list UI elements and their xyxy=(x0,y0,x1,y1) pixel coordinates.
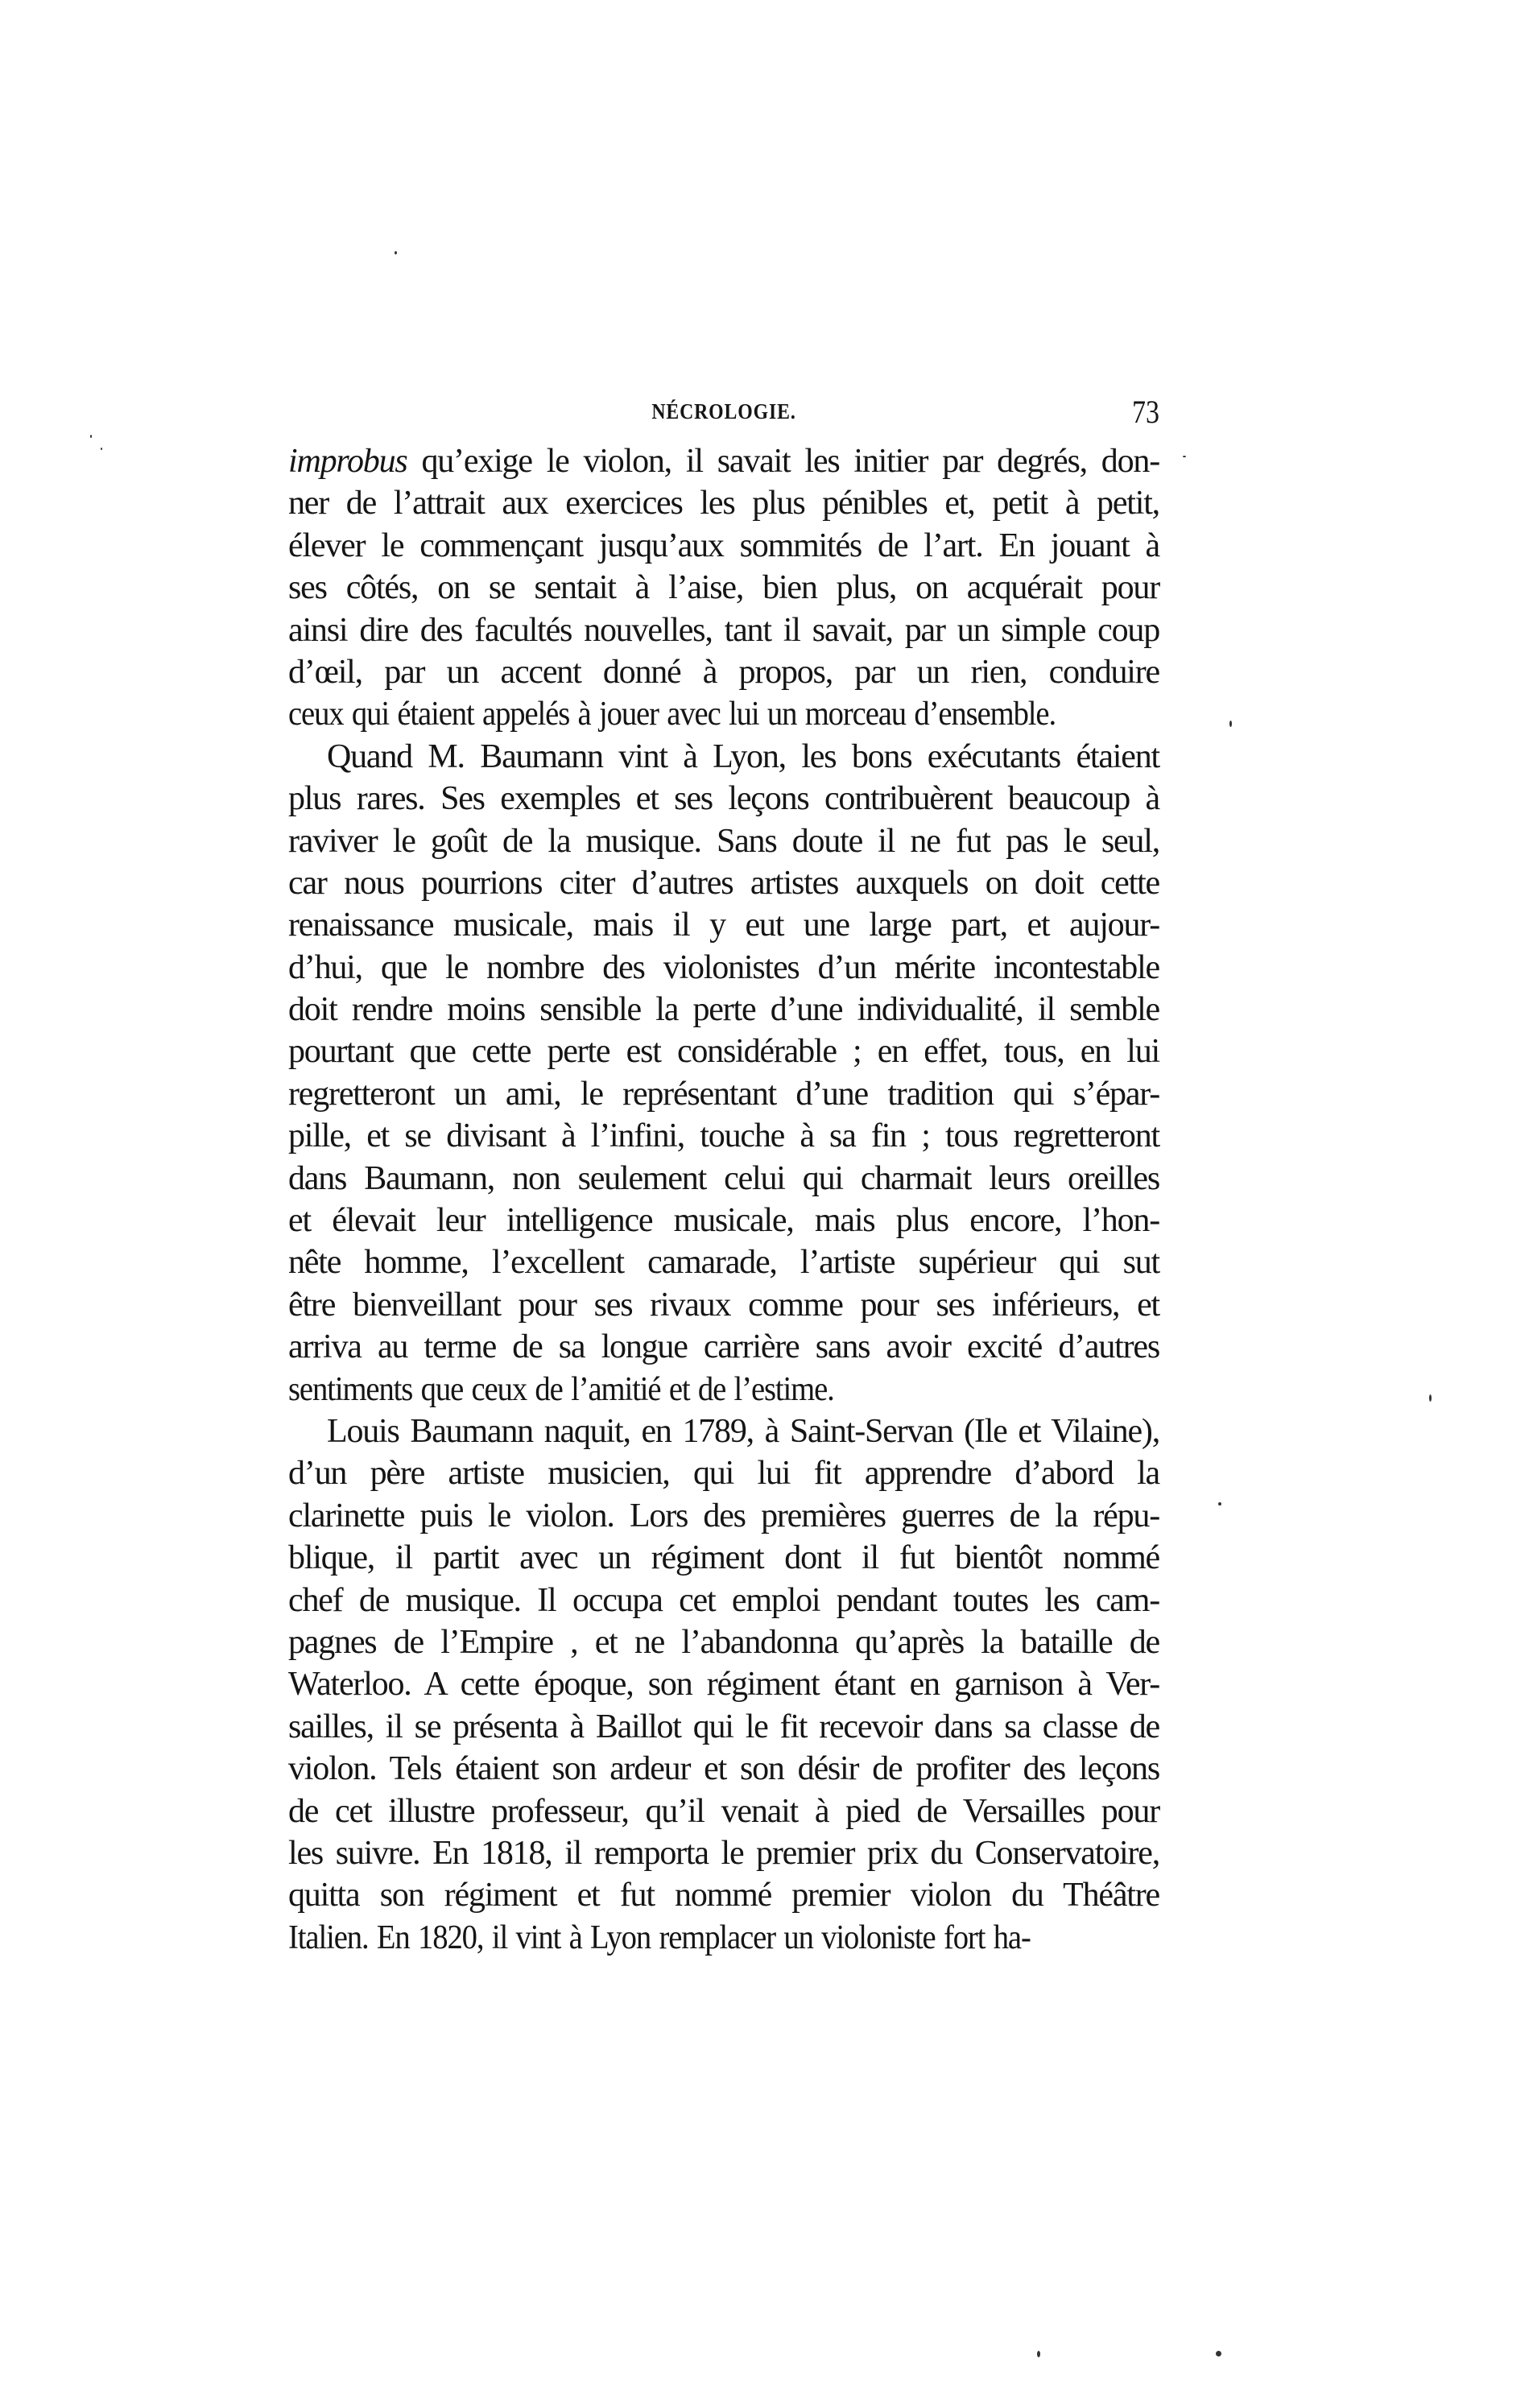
text-line-content xyxy=(288,947,1159,989)
line-text: dans Baumann, non seulement celui qui charmait leurs oreilles xyxy=(288,1159,1159,1197)
scan-speck xyxy=(395,251,397,254)
text-line-content xyxy=(288,1326,1159,1368)
text-line-content xyxy=(288,1621,1159,1663)
line-text: pille, et se divisant à l’infini, touche à sa fin ; tous regretteront xyxy=(288,1117,1159,1155)
text-line xyxy=(288,1452,1159,1494)
scan-speck xyxy=(1218,1502,1221,1506)
text-line xyxy=(288,1748,1159,1790)
text-line-content xyxy=(327,1411,1159,1452)
text-line-content xyxy=(288,1115,1159,1157)
line-text: raviver le goût de la musique. Sans doute il ne fut pas le seul, xyxy=(288,822,1159,860)
line-text: quitta son régiment et fut nommé premier violon du Théâtre xyxy=(288,1877,1159,1914)
text-line xyxy=(288,567,1159,609)
text-line-content xyxy=(288,989,1159,1031)
text-line xyxy=(288,1284,1159,1326)
text-line-content xyxy=(288,440,1159,482)
line-text: pagnes de l’Empire , et ne l’abandonna qu’après la bataille de xyxy=(288,1623,1159,1661)
line-text: clarinette puis le violon. Lors des premières guerres de la répu- xyxy=(288,1497,1159,1534)
line-text: Italien. En 1820, il vint à Lyon remplacer un violoniste fort ha- xyxy=(288,1919,1031,1956)
scan-speck xyxy=(1429,1394,1432,1402)
text-line-content xyxy=(288,482,1159,524)
text-line xyxy=(288,1031,1159,1072)
line-text: sentiments que ceux de l’amitié et de l’estime. xyxy=(288,1370,834,1408)
line-text: ses côtés, on se sentait à l’aise, bien plus, on acquérait pour xyxy=(288,569,1159,607)
scan-speck xyxy=(101,448,102,450)
text-line-content xyxy=(288,1200,1159,1241)
line-text: Louis Baumann naquit, en 1789, à Saint-Servan (Ile et Vilaine), xyxy=(327,1412,1159,1450)
scan-speck xyxy=(90,435,92,438)
line-text: arriva au terme de sa longue carrière sans avoir excité d’autres xyxy=(288,1328,1159,1366)
paragraph xyxy=(288,736,1159,1411)
text-line xyxy=(288,482,1159,524)
line-text: être bienveillant pour ses rivaux comme pour ses inférieurs, et xyxy=(288,1286,1159,1324)
text-line-content xyxy=(288,1284,1159,1326)
text-line-content xyxy=(288,1706,1159,1748)
line-text: violon. Tels étaient son ardeur et son désir de profiter des leçons xyxy=(288,1750,1159,1788)
text-line-content xyxy=(327,736,1159,778)
line-text: d’un père artiste musicien, qui lui fit apprendre d’abord la xyxy=(288,1455,1159,1493)
text-line-content xyxy=(288,1791,1159,1832)
text-line xyxy=(288,693,1159,735)
text-line xyxy=(288,1073,1159,1115)
line-text: plus rares. Ses exemples et ses leçons contribuèrent beaucoup à xyxy=(288,780,1159,818)
text-line xyxy=(288,651,1159,693)
text-line-content xyxy=(288,778,1159,820)
text-line xyxy=(288,1874,1159,1916)
line-text: les suivre. En 1818, il remporta le premier prix du Conservatoire, xyxy=(288,1834,1159,1872)
line-text: qu’exige le violon, il savait les initier par degrés, don- xyxy=(407,443,1159,480)
line-text: élever le commençant jusqu’aux sommités de l’art. En jouant à xyxy=(288,527,1159,564)
text-line xyxy=(288,947,1159,989)
paragraph xyxy=(288,1411,1159,1959)
line-text: d’hui, que le nombre des violonistes d’un mérite incontestable xyxy=(288,948,1159,986)
text-line-content xyxy=(288,1917,1031,1959)
text-line xyxy=(288,1158,1159,1200)
line-text: ainsi dire des facultés nouvelles, tant il savait, par un simple coup xyxy=(288,611,1159,649)
text-line-content xyxy=(288,1073,1159,1115)
text-line-content xyxy=(288,525,1159,567)
text-line xyxy=(288,440,1159,482)
paragraph xyxy=(288,440,1159,736)
text-line xyxy=(288,1832,1159,1874)
text-line xyxy=(288,1537,1159,1579)
scan-speck xyxy=(1037,2351,1040,2357)
text-line xyxy=(288,1917,1159,1959)
text-line xyxy=(288,989,1159,1031)
text-line-content xyxy=(288,1158,1159,1200)
text-line-content xyxy=(288,1874,1159,1916)
text-line-content xyxy=(288,862,1159,904)
running-head xyxy=(288,388,1159,436)
text-line-content xyxy=(288,651,1159,693)
text-line-content xyxy=(288,567,1159,609)
text-line xyxy=(288,525,1159,567)
text-line-content xyxy=(288,609,1159,651)
text-line-content xyxy=(288,1748,1159,1790)
line-text: Quand M. Baumann vint à Lyon, les bons exécutants étaient xyxy=(327,737,1159,775)
text-line xyxy=(288,862,1159,904)
text-line-content xyxy=(288,1832,1159,1874)
line-text: ceux qui étaient appelés à jouer avec lui un morceau d’ensemble. xyxy=(288,696,1056,733)
text-line xyxy=(288,1411,1159,1452)
page-number: 73 xyxy=(1132,394,1159,430)
text-line-content xyxy=(288,1031,1159,1072)
line-text: renaissance musicale, mais il y eut une large part, et aujour- xyxy=(288,907,1159,944)
text-line-content xyxy=(288,820,1159,862)
line-text: regretteront un ami, le représentant d’une tradition qui s’épar- xyxy=(288,1075,1159,1113)
text-line-content xyxy=(288,1452,1159,1494)
line-text: car nous pourrions citer d’autres artistes auxquels on doit cette xyxy=(288,864,1159,902)
text-line xyxy=(288,1621,1159,1663)
text-line xyxy=(288,1495,1159,1537)
text-line-content xyxy=(288,1537,1159,1579)
line-text: pourtant que cette perte est considérable ; en effet, tous, en lui xyxy=(288,1033,1159,1071)
line-text: d’œil, par un accent donné à propos, par un rien, conduire xyxy=(288,653,1159,691)
text-line xyxy=(288,904,1159,946)
line-text: de cet illustre professeur, qu’il venait à pied de Versailles pour xyxy=(288,1792,1159,1830)
text-line-content xyxy=(288,1663,1159,1705)
body-text xyxy=(288,440,1159,1959)
text-line xyxy=(288,609,1159,651)
text-line-content xyxy=(288,1369,834,1411)
line-text: Waterloo. A cette époque, son régiment étant en garnison à Ver- xyxy=(288,1666,1159,1704)
text-line xyxy=(288,820,1159,862)
text-line xyxy=(288,1791,1159,1832)
text-line-content xyxy=(288,904,1159,946)
text-line xyxy=(288,1241,1159,1283)
text-line xyxy=(288,1706,1159,1748)
text-line xyxy=(288,1326,1159,1368)
text-line xyxy=(288,1663,1159,1705)
line-text: sailles, il se présenta à Baillot qui le fit recevoir dans sa classe de xyxy=(288,1708,1159,1745)
line-text: doit rendre moins sensible la perte d’une individualité, il semble xyxy=(288,991,1159,1029)
scan-speck xyxy=(1216,2351,1221,2356)
text-line xyxy=(288,1115,1159,1157)
line-text: blique, il partit avec un régiment dont il fut bientôt nommé xyxy=(288,1539,1159,1577)
text-line xyxy=(288,1200,1159,1241)
line-text: ner de l’attrait aux exercices les plus pénibles et, petit à petit, xyxy=(288,485,1159,522)
line-text: nête homme, l’excellent camarade, l’artiste supérieur qui sut xyxy=(288,1244,1159,1282)
text-line xyxy=(288,1580,1159,1621)
line-text: chef de musique. Il occupa cet emploi pendant toutes les cam- xyxy=(288,1581,1159,1619)
text-line xyxy=(288,778,1159,820)
running-title: NÉCROLOGIE. xyxy=(651,399,796,423)
text-line-content xyxy=(288,693,1056,735)
text-line xyxy=(288,736,1159,778)
line-text: et élevait leur intelligence musicale, mais plus encore, l’hon- xyxy=(288,1202,1159,1240)
scan-speck xyxy=(1183,456,1186,457)
text-line-content xyxy=(288,1580,1159,1621)
scan-speck xyxy=(1229,721,1232,727)
text-line-content xyxy=(288,1241,1159,1283)
text-line xyxy=(288,1369,1159,1411)
italic-term: improbus xyxy=(288,443,407,480)
text-line-content xyxy=(288,1495,1159,1537)
